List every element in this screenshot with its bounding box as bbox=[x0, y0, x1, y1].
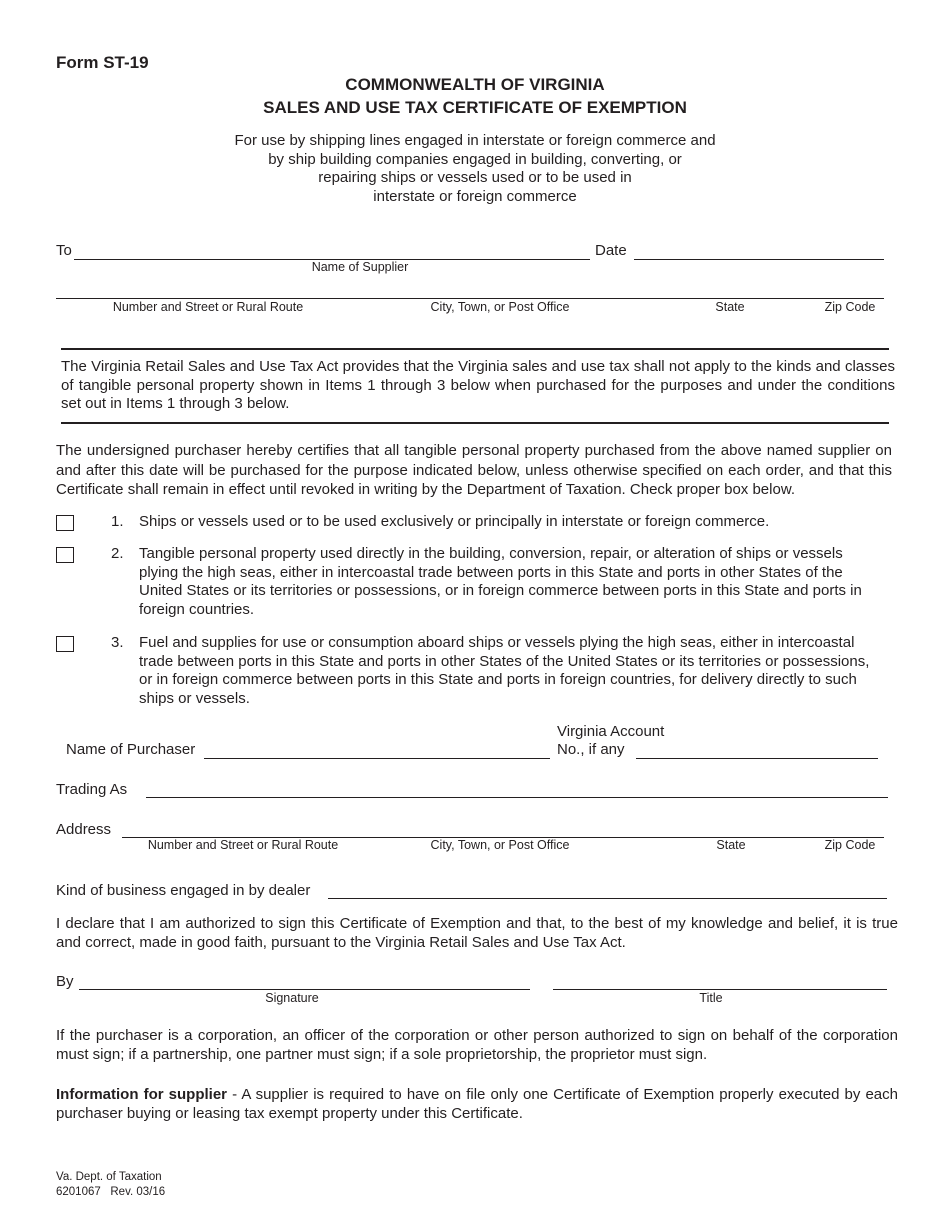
item-3-number: 3. bbox=[111, 634, 124, 651]
footer-dept: Va. Dept. of Taxation bbox=[56, 1171, 162, 1183]
footer-form-number-value: 6201067 bbox=[56, 1186, 101, 1198]
title-line-2: SALES AND USE TAX CERTIFICATE OF EXEMPTION bbox=[263, 98, 687, 117]
title-line-1: COMMONWEALTH OF VIRGINIA bbox=[345, 75, 605, 94]
item-1-checkbox[interactable] bbox=[56, 515, 74, 531]
kind-of-business-label: Kind of business engaged in by dealer bbox=[56, 882, 311, 899]
supplier-city-caption: City, Town, or Post Office bbox=[430, 300, 570, 314]
supplier-street-caption: Number and Street or Rural Route bbox=[112, 300, 304, 314]
by-label: By bbox=[56, 973, 74, 990]
trading-as-field[interactable] bbox=[148, 778, 886, 798]
purchaser-zip-caption: Zip Code bbox=[824, 838, 876, 852]
date-field[interactable] bbox=[636, 240, 882, 260]
purchaser-city-caption: City, Town, or Post Office bbox=[430, 838, 570, 852]
footer-revision: Rev. 03/16 bbox=[110, 1186, 166, 1198]
to-label: To bbox=[56, 242, 72, 259]
item-2-checkbox[interactable] bbox=[56, 547, 74, 563]
signature-field[interactable] bbox=[81, 970, 528, 990]
account-number-field[interactable] bbox=[638, 739, 876, 759]
purchaser-address-field[interactable] bbox=[124, 818, 882, 838]
virginia-account-label-2: No., if any bbox=[557, 741, 625, 758]
supplier-state-caption: State bbox=[715, 300, 745, 314]
virginia-account-label-1: Virginia Account bbox=[557, 723, 665, 740]
item-2-number: 2. bbox=[111, 545, 124, 562]
signature-caption: Signature bbox=[265, 991, 319, 1005]
subtitle bbox=[0, 132, 950, 206]
item-3-text: Fuel and supplies for use or consumption aboard ships or vessels plying the high seas, either in intercoastal trade between ports in this State and ports in other States of the United States or its territories or possessions, or in foreign commerce between ports in this State and ports in foreign countries, for delivery directly to such ships or vessels. bbox=[139, 634, 870, 708]
date-label: Date bbox=[595, 242, 627, 259]
purchaser-state-caption: State bbox=[716, 838, 746, 852]
item-3-checkbox[interactable] bbox=[56, 636, 74, 652]
item-1-text: Ships or vessels used or to be used exclusively or principally in interstate or foreign commerce. bbox=[139, 513, 770, 530]
form-id: Form ST-19 bbox=[56, 53, 149, 72]
corporation-note: If the purchaser is a corporation, an officer of the corporation or other person authorized to sign on behalf of the corporation must sign; if a partnership, one partner must sign; if a sole proprietorship, the proprietor must sign. bbox=[56, 1027, 898, 1063]
supplier-info-text: - A supplier is required to have on file only one Certificate of Exemption properly executed by each purchaser buying or leasing tax exempt property under this Certificate. bbox=[56, 1086, 898, 1122]
trading-as-label: Trading As bbox=[56, 781, 128, 798]
rule-top bbox=[61, 348, 889, 350]
supplier-address-field[interactable] bbox=[58, 279, 882, 299]
certify-paragraph: The undersigned purchaser hereby certifies that all tangible personal property purchased from the above named supplier on and after this date will be purchased for the purpose indicated below, unless otherwise specified on each order, and that this Certificate shall remain in effect until revoked in writing by the Department of Taxation. Check proper box below. bbox=[56, 442, 892, 498]
purchaser-name-field[interactable] bbox=[206, 739, 548, 759]
item-1-number: 1. bbox=[111, 513, 124, 530]
supplier-info-paragraph bbox=[56, 1086, 898, 1123]
footer-form-number bbox=[56, 1186, 165, 1198]
subtitle-line: interstate or foreign commerce bbox=[373, 187, 577, 205]
kind-of-business-field[interactable] bbox=[330, 879, 885, 899]
subtitle-line: repairing ships or vessels used or to be used in bbox=[318, 169, 632, 186]
supplier-zip-caption: Zip Code bbox=[824, 300, 876, 314]
name-of-purchaser-label: Name of Purchaser bbox=[66, 741, 196, 758]
item-2-text: Tangible personal property used directly in the building, conversion, repair, or alteration of ships or vessels plying the high seas, either in intercoastal trade between ports in this State and ports in other States of the United States or its territories or possessions, or in foreign commerce between ports in this State and ports in foreign countries. bbox=[139, 545, 862, 619]
rule-bottom bbox=[61, 422, 889, 424]
title-field[interactable] bbox=[555, 970, 885, 990]
title-caption: Title bbox=[699, 991, 723, 1005]
purchaser-street-caption: Number and Street or Rural Route bbox=[147, 838, 339, 852]
address-label: Address bbox=[56, 821, 112, 838]
subtitle-line: by ship building companies engaged in building, converting, or bbox=[268, 150, 682, 168]
declaration-paragraph: I declare that I am authorized to sign this Certificate of Exemption and that, to the best of my knowledge and belief, it is true and correct, made in good faith, pursuant to the Virginia Retail Sales and Use Tax Act. bbox=[56, 915, 898, 951]
intro-paragraph: The Virginia Retail Sales and Use Tax Act provides that the Virginia sales and use tax shall not apply to the kinds and classes of tangible personal property shown in Items 1 through 3 below when purchased for the purposes and under the conditions set out in Items 1 through 3 below. bbox=[61, 358, 895, 412]
name-of-supplier-caption: Name of Supplier bbox=[311, 260, 409, 274]
subtitle-line: For use by shipping lines engaged in interstate or foreign commerce and bbox=[234, 132, 716, 149]
supplier-info-label: Information for supplier bbox=[56, 1086, 227, 1103]
supplier-name-field[interactable] bbox=[76, 240, 588, 260]
